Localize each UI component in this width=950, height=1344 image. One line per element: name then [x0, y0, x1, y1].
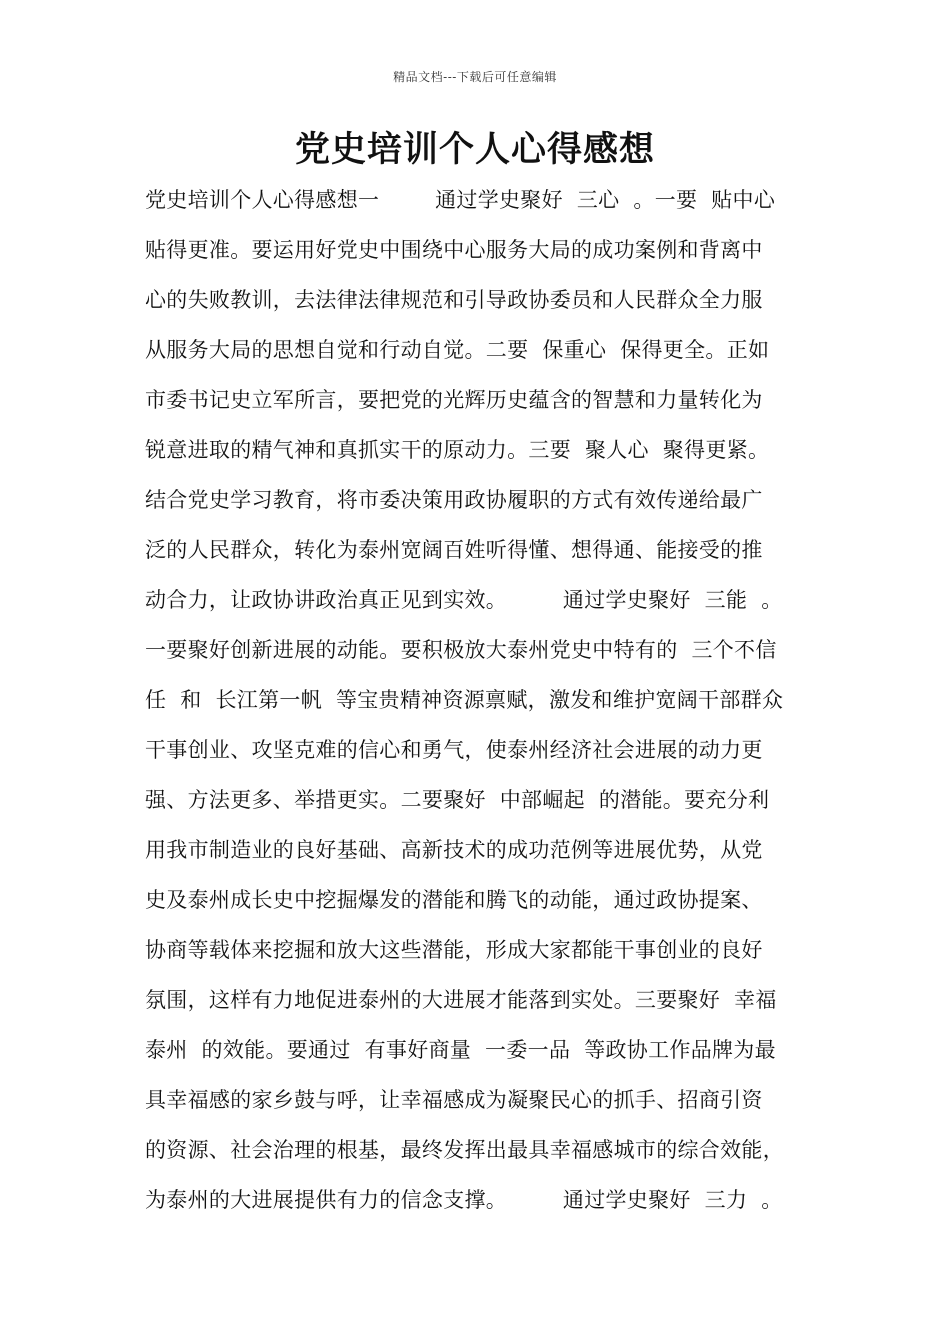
- text-line: 强、方法更多、举措更实。二要聚好 中部崛起 的潜能。要充分利: [145, 788, 770, 812]
- text-line: 为泰州的大进展提供有力的信念支撑。 通过学史聚好 三力 。: [145, 1188, 783, 1212]
- text-line: 的资源、社会治理的根基，最终发挥出最具幸福感城市的综合效能，: [145, 1138, 784, 1162]
- text-line: 氛围，这样有力地促进泰州的大进展才能落到实处。三要聚好 幸福: [145, 988, 777, 1012]
- text-line: 从服务大局的思想自觉和行动自觉。二要 保重心 保得更全。正如: [145, 338, 770, 362]
- page-header: 精品文档---下载后可任意编辑: [393, 70, 557, 84]
- text-line: 具幸福感的家乡鼓与呼，让幸福感成为凝聚民心的抓手、招商引资: [145, 1088, 763, 1112]
- text-line: 结合党史学习教育，将市委决策用政协履职的方式有效传递给最广: [145, 488, 763, 512]
- text-line: 史及泰州成长史中挖掘爆发的潜能和腾飞的动能，通过政协提案、: [145, 888, 763, 912]
- text-line: 泛的人民群众，转化为泰州宽阔百姓听得懂、想得通、能接受的推: [145, 538, 763, 562]
- text-line: 协商等载体来挖掘和放大这些潜能，形成大家都能干事创业的良好: [145, 938, 763, 962]
- body-text: [145, 182, 825, 1232]
- text-line: 动合力，让政协讲政治真正见到实效。 通过学史聚好 三能 。: [145, 588, 783, 612]
- text-line: 市委书记史立军所言，要把党的光辉历史蕴含的智慧和力量转化为: [145, 388, 763, 412]
- text-line: 心的失败教训，去法律法律规范和引导政协委员和人民群众全力服: [145, 288, 763, 312]
- text-line: 一要聚好创新进展的动能。要积极放大泰州党史中特有的 三个不信: [145, 638, 777, 662]
- document-title: 党史培训个人心得感想: [294, 129, 655, 170]
- text-line: 任 和 长江第一帆 等宝贵精神资源禀赋，激发和维护宽阔干部群众: [145, 688, 784, 712]
- text-line: 干事创业、攻坚克难的信心和勇气，使泰州经济社会进展的动力更: [145, 738, 763, 762]
- text-line: 用我市制造业的良好基础、高新技术的成功范例等进展优势，从党: [145, 838, 763, 862]
- text-line: 泰州 的效能。要通过 有事好商量 一委一品 等政协工作品牌为最: [145, 1038, 776, 1062]
- text-line: 贴得更准。要运用好党史中围绕中心服务大局的成功案例和背离中: [145, 238, 763, 262]
- text-line: 党史培训个人心得感想一 通过学史聚好 三心 。一要 贴中心: [145, 188, 776, 212]
- text-line: 锐意进取的精气神和真抓实干的原动力。三要 聚人心 聚得更紧。: [145, 438, 770, 462]
